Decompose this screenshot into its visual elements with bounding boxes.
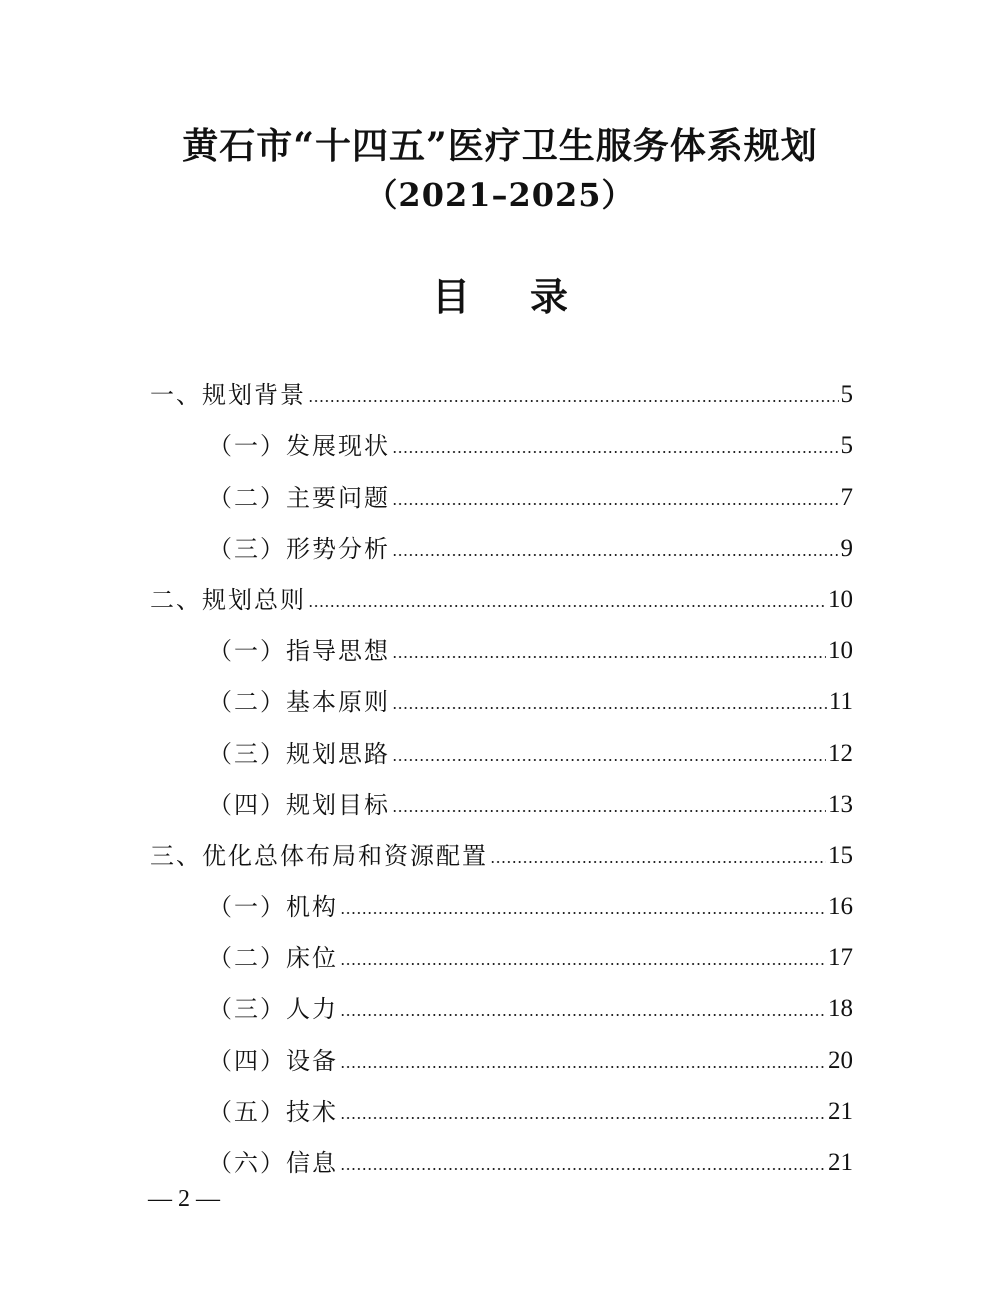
toc-leader-dots xyxy=(392,706,827,710)
document-subtitle-years: （2021–2025） xyxy=(365,176,635,214)
toc-entry-label: （一）机构 xyxy=(208,893,338,922)
toc-entry[interactable] xyxy=(150,1031,853,1082)
toc-entry-page: 20 xyxy=(828,1046,853,1074)
toc-entry-page: 11 xyxy=(828,688,853,716)
toc-entry-label: （二）基本原则 xyxy=(208,688,390,717)
toc-entry-page: 9 xyxy=(840,534,853,562)
toc-entry-label: （四）设备 xyxy=(208,1046,338,1075)
toc-entry-page: 12 xyxy=(828,739,853,767)
toc-entry-label: （三）规划思路 xyxy=(208,739,390,768)
toc-leader-dots xyxy=(308,604,826,608)
toc-leader-dots xyxy=(340,962,826,966)
toc-entry-page: 18 xyxy=(828,995,853,1023)
toc-entry-page: 13 xyxy=(828,790,853,818)
toc-entry-label: （二）主要问题 xyxy=(208,483,390,512)
toc-entry[interactable] xyxy=(150,622,853,673)
toc-leader-dots xyxy=(392,758,826,762)
toc-entry-label: （二）床位 xyxy=(208,944,338,973)
toc-entry[interactable] xyxy=(150,366,853,417)
toc-leader-dots xyxy=(308,399,839,403)
toc-entry[interactable] xyxy=(150,571,853,622)
toc-entry-page: 17 xyxy=(828,944,853,972)
toc-leader-dots xyxy=(392,450,839,454)
toc-entry[interactable] xyxy=(150,1083,853,1134)
toc-entry-label: 二、规划总则 xyxy=(150,585,306,614)
toc-entry-label: （三）形势分析 xyxy=(208,534,390,563)
toc-entry[interactable] xyxy=(150,776,853,827)
toc-entry[interactable] xyxy=(150,878,853,929)
toc-leader-dots xyxy=(340,1116,826,1120)
toc-entry[interactable] xyxy=(150,417,853,468)
toc-entry-page: 5 xyxy=(840,432,853,460)
document-title: 黄石市“十四五”医疗卫生服务体系规划 xyxy=(182,125,818,167)
toc-entry-page: 5 xyxy=(840,381,853,409)
toc-entry-label: 一、规划背景 xyxy=(150,381,306,410)
toc-leader-dots xyxy=(392,553,839,557)
toc-entry-label: （五）技术 xyxy=(208,1097,338,1126)
toc-leader-dots xyxy=(392,809,826,813)
toc-entry[interactable] xyxy=(150,980,853,1031)
page-number: — 2 — xyxy=(148,1186,220,1212)
toc-leader-dots xyxy=(340,1065,826,1069)
toc-entry-page: 7 xyxy=(840,483,853,511)
toc-entry[interactable] xyxy=(150,520,853,571)
table-of-contents xyxy=(150,366,853,1185)
toc-heading: 目录 xyxy=(431,274,628,319)
toc-entry[interactable] xyxy=(150,929,853,980)
toc-entry[interactable] xyxy=(150,468,853,519)
toc-leader-dots xyxy=(340,1013,826,1017)
toc-leader-dots xyxy=(340,911,826,915)
toc-entry-label: （四）规划目标 xyxy=(208,790,390,819)
toc-leader-dots xyxy=(392,502,839,506)
toc-leader-dots xyxy=(340,1167,826,1171)
toc-leader-dots xyxy=(392,655,826,659)
toc-entry[interactable] xyxy=(150,673,853,724)
toc-entry[interactable] xyxy=(150,1134,853,1185)
toc-entry-label: （六）信息 xyxy=(208,1149,338,1177)
toc-entry-page: 21 xyxy=(828,1149,853,1176)
toc-entry-page: 10 xyxy=(828,637,853,665)
toc-entry[interactable] xyxy=(150,827,853,878)
toc-entry-label: （三）人力 xyxy=(208,995,338,1024)
toc-leader-dots xyxy=(490,860,826,864)
toc-entry[interactable] xyxy=(150,724,853,775)
toc-entry-page: 15 xyxy=(828,841,853,869)
toc-entry-page: 10 xyxy=(828,585,853,613)
toc-entry-label: 三、优化总体布局和资源配置 xyxy=(150,841,488,870)
toc-entry-page: 16 xyxy=(828,893,853,921)
toc-entry-label: （一）指导思想 xyxy=(208,637,390,666)
toc-entry-page: 21 xyxy=(828,1097,853,1125)
toc-entry-label: （一）发展现状 xyxy=(208,432,390,461)
